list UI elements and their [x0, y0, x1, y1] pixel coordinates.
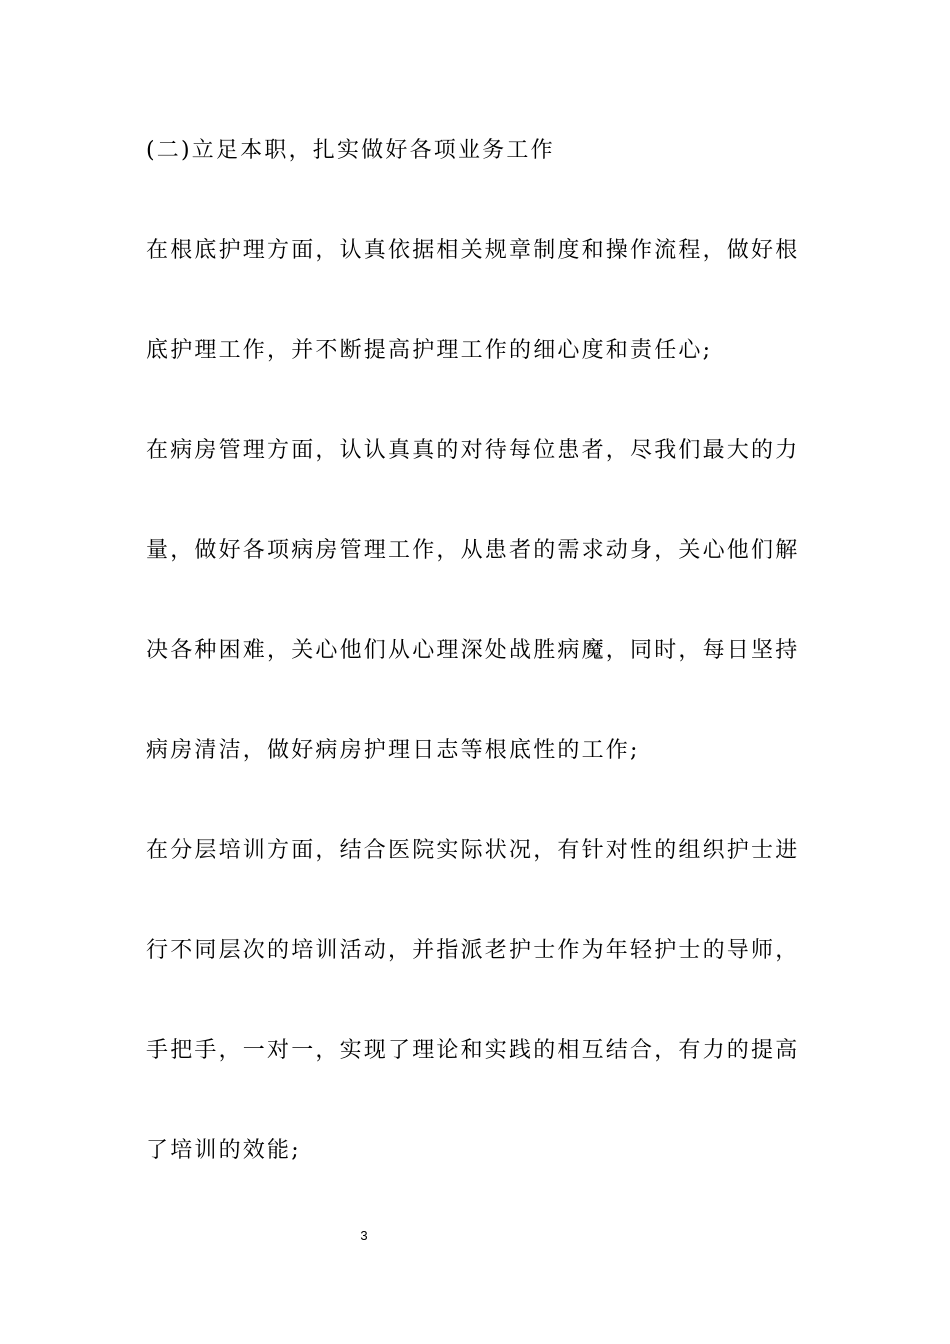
- paragraph-line: 了培训的效能;: [146, 1138, 301, 1163]
- paragraph-line: 病房清洁，做好病房护理日志等根底性的工作;: [146, 738, 640, 763]
- paragraph-line: 手把手，一对一，实现了理论和实践的相互结合，有力的提高: [146, 1038, 800, 1063]
- paragraph-line: 行不同层次的培训活动，并指派老护士作为年轻护士的导师，: [146, 938, 800, 963]
- paragraph-line: 在分层培训方面，结合医院实际状况，有针对性的组织护士进: [146, 838, 800, 863]
- page-number: 3: [360, 1228, 368, 1243]
- paragraph-line: 量，做好各项病房管理工作，从患者的需求动身，关心他们解: [146, 538, 800, 563]
- paragraph-line: 在病房管理方面，认认真真的对待每位患者，尽我们最大的力: [146, 438, 800, 463]
- paragraph-line: 底护理工作，并不断提高护理工作的细心度和责任心;: [146, 338, 713, 363]
- section-heading: (二)立足本职，扎实做好各项业务工作: [146, 138, 555, 163]
- paragraph-line: 决各种困难，关心他们从心理深处战胜病魔，同时，每日坚持: [146, 638, 800, 663]
- paragraph-line: 在根底护理方面，认真依据相关规章制度和操作流程，做好根: [146, 238, 800, 263]
